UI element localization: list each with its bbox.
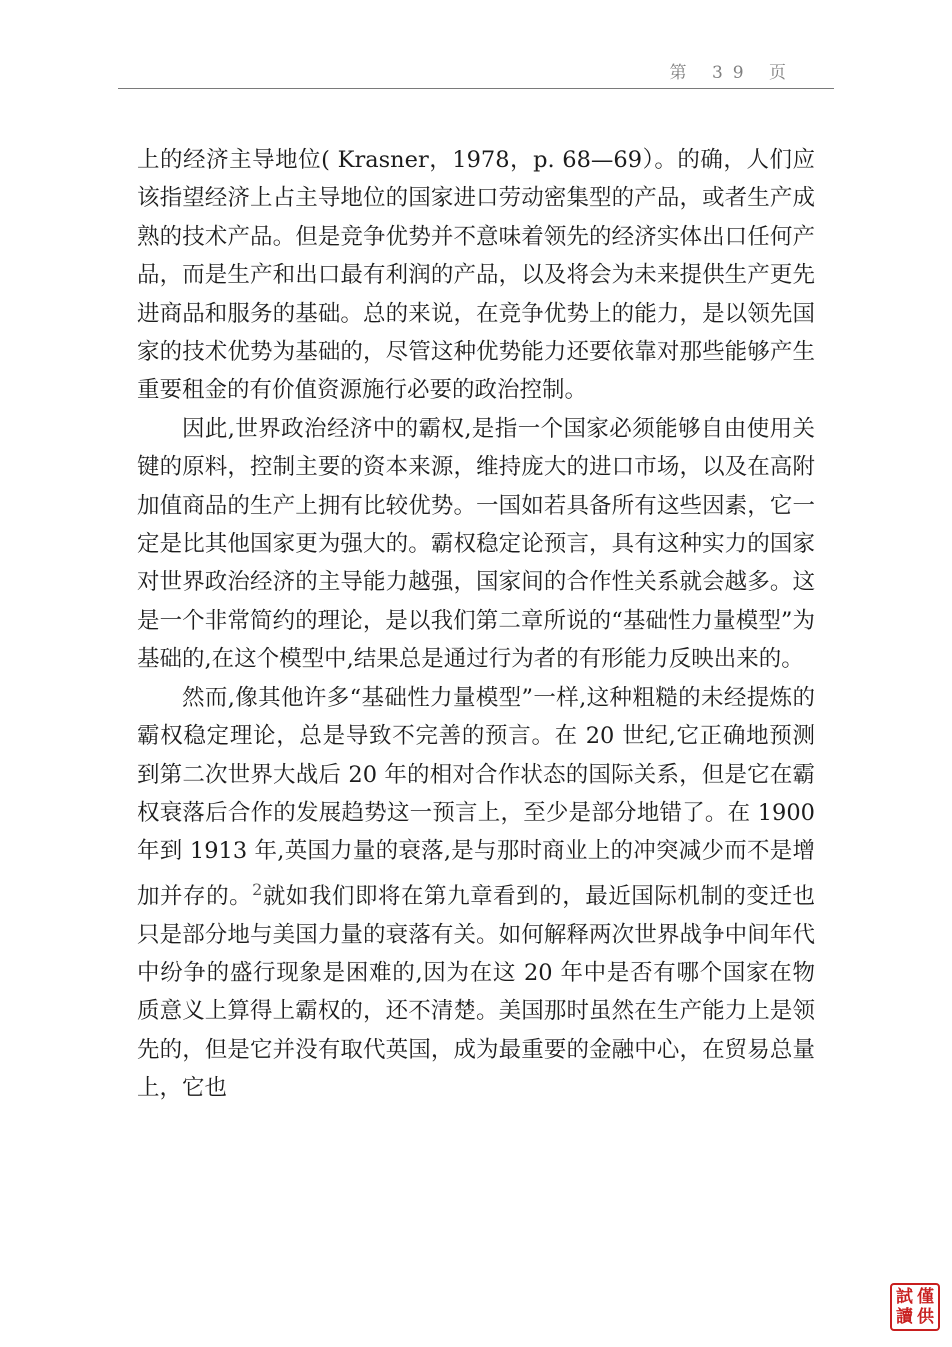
seal-char: 試 <box>896 1287 913 1307</box>
paragraph <box>137 679 815 1108</box>
page-number: 第 39 页 <box>669 63 796 83</box>
paragraph: 因此,世界政治经济中的霸权,是指一个国家必须能够自由使用关键的原料，控制主要的资本来源，维持庞大的进口市场，以及在高附加值商品的生产上拥有比较优势。一国如若具备所有这些因素，它一定是比其他国家更为强大的。霸权稳定论预言，具有这种实力的国家对世界政治经济的主导能力越强，国家间的合作性关系就会越多。这是一个非常简约的理论，是以我们第二章所说的“基础性力量模型”为基础的,在这个模型中,结果总是通过行为者的有形能力反映出来的。 <box>137 415 815 673</box>
paragraph-text-continued: 就如我们即将在第九章看到的，最近国际机制的变迁也只是部分地与美国力量的衰落有关。如何解释两次世界战争中间年代中纷争的盛行现象是困难的,因为在这 20 年中是否有哪个国家在物质意义上算得上霸权的，还不清楚。美国那时虽然在生产能力上是领先的，但是它并没有取代英国，成为最重要的金融中心，在贸易总量上，它也 <box>137 883 815 1102</box>
seal-char: 讀 <box>896 1307 913 1327</box>
footnote-marker: 2 <box>252 879 263 899</box>
seal-char: 僅 <box>917 1287 934 1307</box>
trial-reading-seal <box>890 1283 940 1331</box>
page-header <box>118 58 834 89</box>
paragraph-text: 然而,像其他许多“基础性力量模型”一样,这种粗糙的未经提炼的霸权稳定理论，总是导致不完善的预言。在 20 世纪,它正确地预测到第二次世界大战后 20 年的相对合作状态的国际关系，但是它在霸权衰落后合作的发展趋势这一预言上，至少是部分地错了。在 1900 年到 1913 年,英国力量的衰落,是与那时商业上的冲突减少而不是增加并存的。 <box>137 684 815 910</box>
paragraph: 上的经济主导地位( Krasner，1978，p. 68—69）。的确，人们应该指望经济上占主导地位的国家进口劳动密集型的产品，或者生产成熟的技术产品。但是竞争优势并不意味着领先的经济实体出口任何产品，而是生产和出口最有利润的产品，以及将会为未来提供生产更先进商品和服务的基础。总的来说，在竞争优势上的能力，是以领先国家的技术优势为基础的，尽管这种优势能力还要依靠对那些能够产生重要租金的有价值资源施行必要的政治控制。 <box>137 147 815 404</box>
body-text <box>137 141 815 1108</box>
seal-char: 供 <box>917 1307 934 1327</box>
